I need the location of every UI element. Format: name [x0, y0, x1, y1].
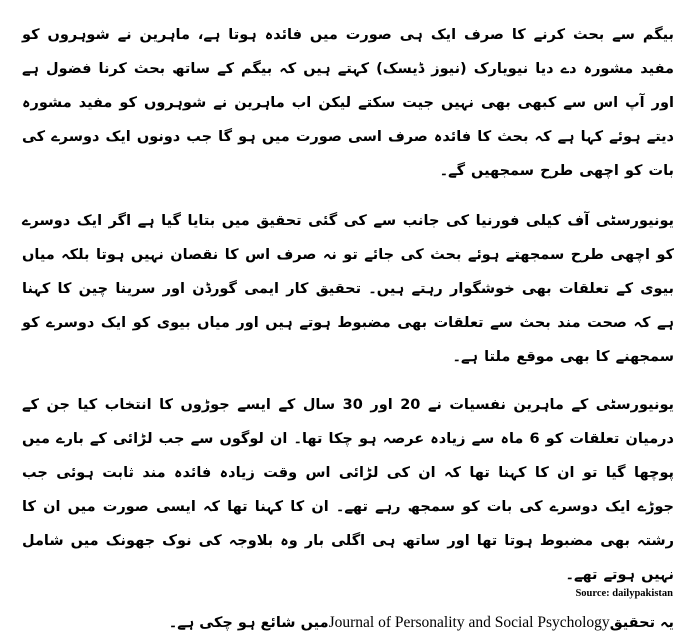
journal-prefix: یہ تحقیق	[609, 615, 674, 631]
article-paragraph-3: یونیورسٹی کے ماہرین نفسیات نے 20 اور 30 سال کے ایسے جوڑوں کا انتخاب کیا جن کے درمیان تعلقات کو 6 ماہ سے زیادہ عرصہ ہو چکا تھا۔ ان لوگوں سے جب لڑائی کے بارے میں پوچھا گیا تو ان کا کہنا تھا کہ ان کی لڑائی اس وقت زیادہ فائدہ مند ثابت ہوئی جب جوڑے ایک دوسرے کی بات کو سمجھ رہے تھے۔ ان کا کہنا تھا کہ ایسی صورت میں ان کا رشتہ بھی مضبوط ہوتا تھا اور ساتھ ہی اگلی بار وہ بلاوجہ کی نوک جھونک میں شامل نہیں ہوتے تھے۔	[22, 397, 674, 583]
journal-name: Journal of Personality and Social Psychology	[328, 614, 610, 631]
article-paragraph-1: بیگم سے بحث کرنے کا صرف ایک ہی صورت میں فائدہ ہوتا ہے، ماہرین نے شوہروں کو مفید مشورہ دے دیا نیویارک (نیوز ڈیسک) کہتے ہیں کہ بیگم کے ساتھ بحث کرنا فضول ہے اور آپ اس سے کبھی بھی نہیں جیت سکتے لیکن اب ماہرین نے شوہروں کو مفید مشورہ دیتے ہوئے کہا ہے کہ بحث کا فائدہ صرف اسی صورت میں ہو گا جب دونوں ایک دوسرے کی بات کو اچھی طرح سمجھیں گے۔	[22, 27, 674, 179]
journal-citation-line	[22, 606, 674, 640]
source-credit: Source: dailypakistan	[575, 588, 673, 599]
article-paragraph-2: یونیورسٹی آف کیلی فورنیا کی جانب سے کی گئی تحقیق میں بتایا گیا ہے اگر ایک دوسرے کو اچھی طرح سمجھتے ہوئے بحث کی جائے تو نہ صرف اس کا نقصان نہیں ہوتا بلکہ میاں بیوی کے تعلقات بھی خوشگوار رہتے ہیں۔ تحقیق کار ایمی گورڈن اور سرینا چین کا کہنا ہے کہ صحت مند بحث سے تعلقات بھی مضبوط ہوتے ہیں اور میاں بیوی کو ایک دوسرے کو سمجھنے کا بھی موقع ملتا ہے۔	[22, 213, 674, 365]
journal-suffix: میں شائع ہو چکی ہے۔	[168, 615, 329, 631]
article-body	[22, 18, 674, 640]
